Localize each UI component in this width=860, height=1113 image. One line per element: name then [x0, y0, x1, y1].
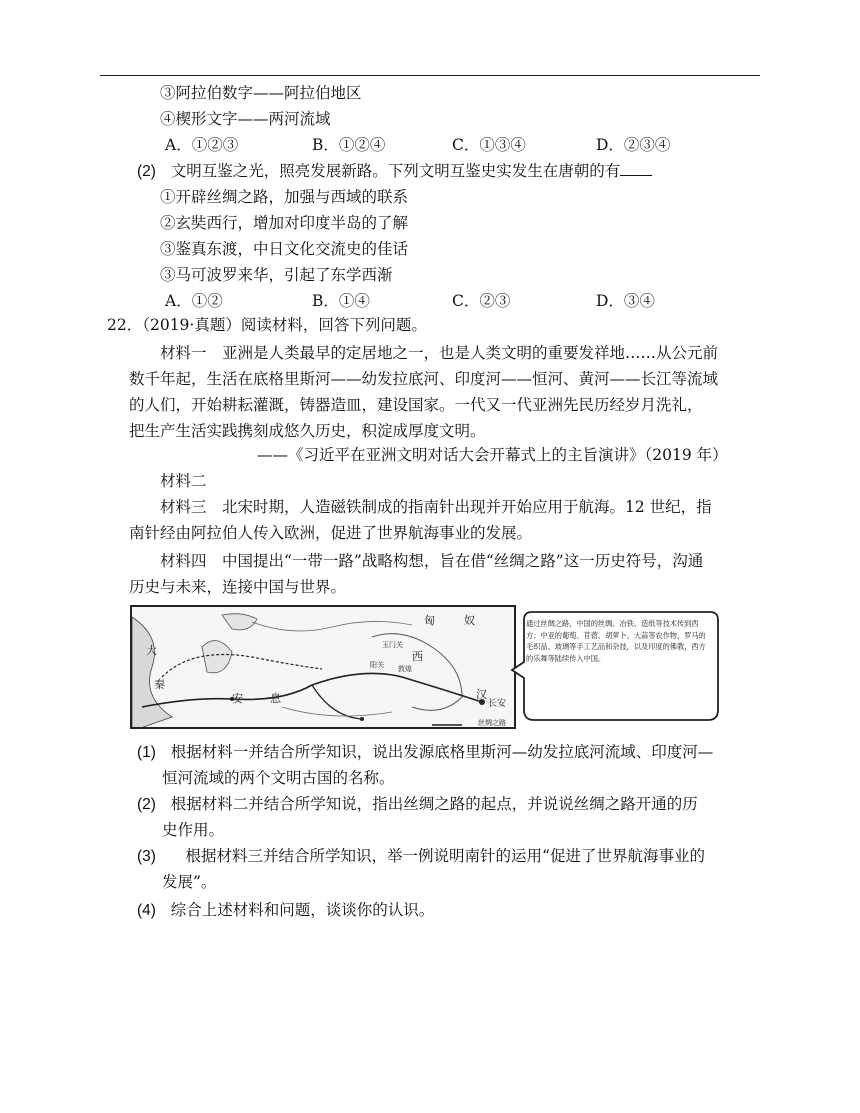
silk-road-map [130, 605, 516, 729]
option-item-3: ③阿拉伯数字——阿拉伯地区 [160, 84, 362, 102]
material-1-line-4: 把生产生活实践携刻成悠久历史，积淀成厚度文明。 [129, 422, 486, 440]
map-label-xihan-1: 西 [412, 650, 423, 663]
choice-d-2[interactable]: D．③④ [596, 292, 655, 310]
choice-a[interactable]: A．①②③ [165, 136, 239, 154]
choice-d[interactable]: D．②③④ [596, 136, 671, 154]
material-4-line-2: 历史与未来，连接中国与世界。 [129, 578, 347, 596]
question-3-line-2: 发展”。 [162, 873, 217, 891]
question-number: (4) [137, 902, 156, 919]
material-1-line-2: 数千年起，生活在底格里斯河——幼发拉底河、印度河——恒河、黄河——长江等流域 [129, 370, 719, 388]
map-label-yangguan: 阳关 [370, 661, 384, 669]
choice-a-2[interactable]: A．①② [165, 292, 223, 310]
question-1 [137, 741, 713, 764]
material-3-line-2: 南针经由阿拉伯人传入欧洲，促进了世界航海事业的发展。 [129, 524, 533, 542]
question-number: (3) [137, 848, 156, 865]
map-label-dunhuang: 敦煌 [398, 665, 412, 673]
map-label-xihan-2: 汉 [476, 688, 487, 701]
question-number: (1) [137, 744, 156, 761]
answer-blank[interactable] [620, 161, 652, 176]
subquestion-text: 文明互鉴之光，照亮发展新路。下列文明互鉴史实发生在唐朝的有 [170, 162, 621, 180]
question-2 [137, 793, 698, 816]
material-2-label: 材料二 [160, 472, 207, 490]
callout-text: 通过丝绸之路，中国的丝绸、冶铁、造纸等技术传到西方；中亚的葡萄、苜蓿、胡萝卜、大蒜等农作物，罗马的毛织品、玻璃等手工艺品和杂技，以及印度的佛教，西方的乐舞等陆续传入中国。 [526, 619, 706, 663]
map-label-yumenguan: 玉门关 [382, 641, 403, 649]
choice-c-2[interactable]: C．②③ [452, 292, 511, 310]
choice-b[interactable]: B．①②④ [312, 136, 386, 154]
statement-1: ①开辟丝绸之路，加强与西域的联系 [160, 188, 409, 206]
question-4 [137, 899, 434, 922]
map-legend-silk-road: 丝绸之路 [478, 719, 506, 727]
question-2-line-2: 史作用。 [162, 821, 225, 839]
header-rule [100, 75, 760, 76]
material-3-line-1: 材料三 北宋时期，人造磁铁制成的指南针出现并开始应用于航海。12 世纪，指 [160, 498, 712, 516]
material-4-line-1: 材料四 中国提出“一带一路”战略构想，旨在借“丝绸之路”这一历史符号，沟通 [160, 552, 704, 570]
choice-c[interactable]: C．①③④ [452, 136, 526, 154]
statement-3: ③鉴真东渡，中日文化交流史的佳话 [160, 240, 409, 258]
map-drawing [132, 607, 516, 729]
question-text: 根据材料一并结合所学知识，说出发源底格里斯河—幼发拉底河流域、印度河— [170, 743, 714, 761]
map-label-anxi-2: 息 [270, 692, 281, 705]
choice-b-2[interactable]: B．①④ [312, 292, 370, 310]
statement-2: ②玄奘西行，增加对印度半岛的了解 [160, 214, 409, 232]
option-item-4: ④楔形文字——两河流域 [160, 110, 331, 128]
question-text: 根据材料二并结合所学知说，指出丝绸之路的起点，并说说丝绸之路开通的历 [170, 795, 698, 813]
question-22-heading: 22．（2019·真题）阅读材料，回答下列问题。 [107, 316, 427, 334]
statement-4: ③马可波罗来华，引起了东学西渐 [160, 266, 393, 284]
question-text: 综合上述材料和问题，谈谈你的认识。 [170, 901, 435, 919]
question-1-line-2: 恒河流域的两个文明古国的名称。 [162, 769, 395, 787]
map-label-anxi-1: 安 [232, 692, 243, 705]
map-label-daqin-2: 秦 [154, 678, 165, 691]
question-number: (2) [137, 796, 156, 813]
map-label-daqin-1: 大 [146, 644, 157, 657]
material-1-source: ——《习近平在亚洲文明对话大会开幕式上的主旨演讲》（2019 年） [257, 446, 728, 464]
subquestion-2 [137, 160, 652, 183]
map-label-xiongnu-1: 匈 [424, 614, 435, 627]
material-1-line-3: 的人们，开始耕耘灌溉，铸器造皿，建设国家。一代又一代亚洲先民历经岁月洗礼， [129, 396, 703, 414]
map-label-xiongnu-2: 奴 [464, 614, 475, 627]
question-text: 根据材料三并结合所学知识，举一例说明南针的运用“促进了世界航海事业的 [185, 847, 705, 865]
subquestion-number: (2) [137, 163, 156, 180]
question-3 [137, 845, 705, 868]
material-1-line-1: 材料一 亚洲是人类最早的定居地之一，也是人类文明的重要发祥地……从公元前 [160, 344, 719, 362]
map-label-changan: 长安 [488, 699, 507, 709]
